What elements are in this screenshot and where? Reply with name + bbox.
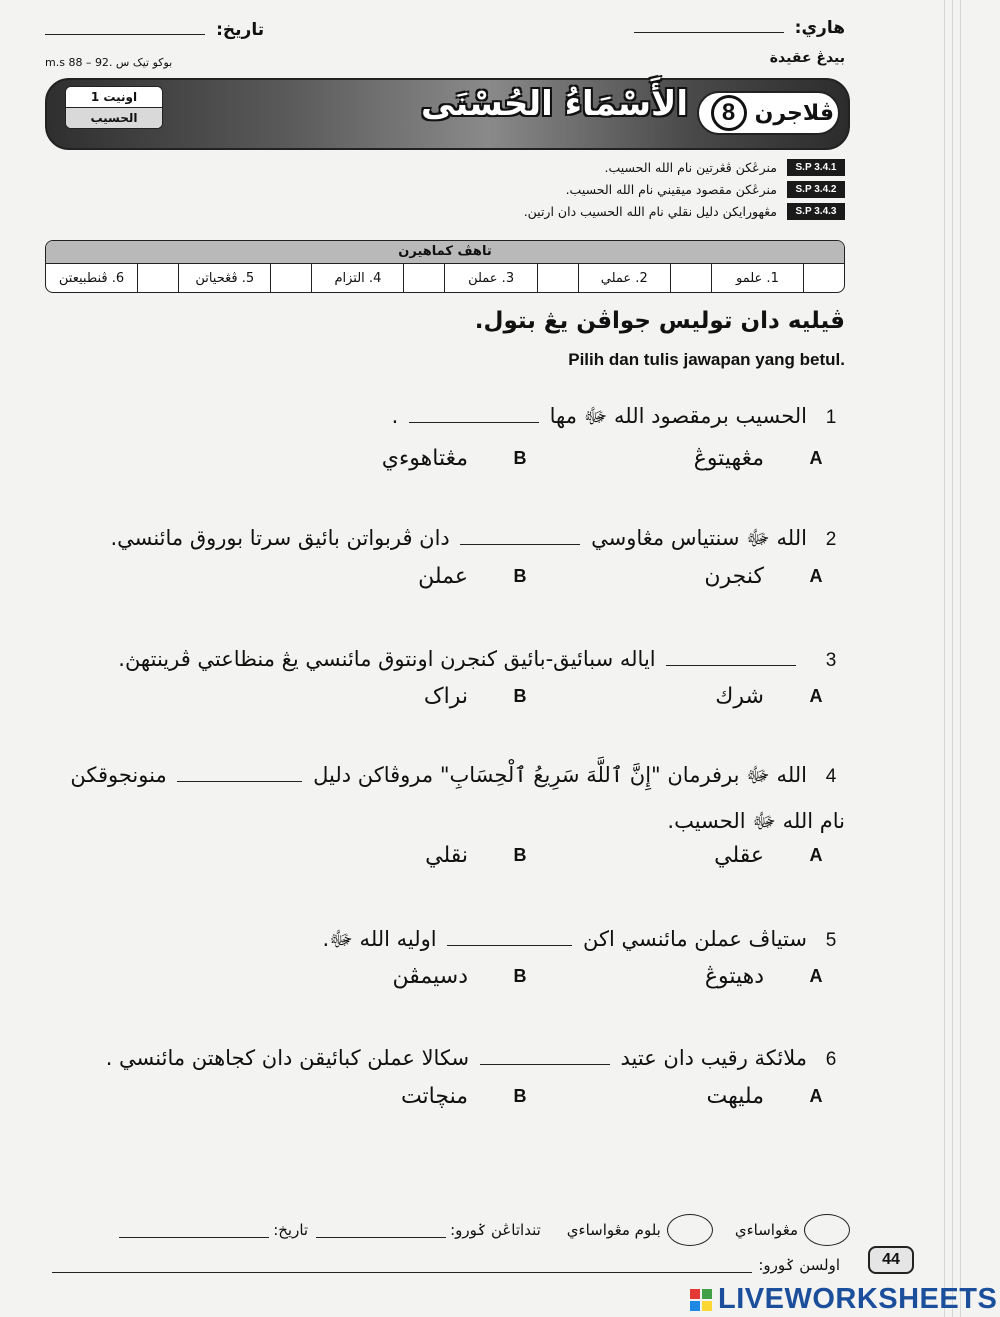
option-text: منچاتت [400,1084,468,1109]
question-text: اوليه الله ﷻ. [322,927,437,951]
question-4 [50,753,845,843]
mastered-circle[interactable] [804,1214,850,1246]
standard-code: S.P 3.4.2 [787,181,845,198]
option-text: شرك [715,684,764,709]
question-number: 4 [825,766,837,787]
skill-label: 2. عملي [578,264,670,293]
question-number: 1 [825,407,837,428]
not-mastered-circle[interactable] [667,1214,713,1246]
skill-label: 3. عملن [444,264,536,293]
option-text: مليهت [706,1084,764,1109]
learning-standards [345,157,845,223]
mastered-label: مڠواساءي [734,1221,798,1239]
instruction-jawi: ڤيليه دان توليس جواڤن يڠ بتول. [474,308,845,334]
option-letter: A [809,1086,823,1106]
page-number: 44 [868,1246,914,1274]
option-text: مڠهيتوڠ [693,446,764,471]
option-a [694,446,828,471]
option-text: نراک [423,684,468,709]
standard-text: منرڠكن مقصود ميقيني نام الله الحسيب. [565,182,777,197]
standard-text: منرڠكن ڤڠرتين نام الله الحسيب. [604,160,777,175]
skill-checkbox[interactable] [670,264,711,293]
option-letter: B [513,966,527,986]
unit-label: اونيت 1 [66,87,162,107]
date-input-line[interactable] [45,20,205,35]
lesson-number: 8 [711,95,747,131]
skill-checkbox[interactable] [270,264,311,293]
question-text: دان ڤربواتن بائيق سرتا بوروق مائنسي. [110,526,450,550]
option-letter: A [809,966,823,986]
footer-date-line[interactable] [119,1223,269,1238]
option-text: عملن [418,564,468,589]
option-b [425,843,532,868]
option-text: دهيتوڠ [704,964,764,989]
skill-checkbox[interactable] [403,264,444,293]
unit-box [65,86,163,129]
standard-code: S.P 3.4.3 [787,203,845,220]
option-text: دسيمڤن [392,964,468,989]
option-b [393,964,532,989]
brand-icon [690,1289,712,1311]
question-text: الله ﷻ برفرمان "إِنَّ ٱللَّهَ سَرِيعُ ٱلْحِسَابِ" مروڤاكن دليل [313,763,807,787]
skills-title: تاهڤ كماهيرن [46,241,844,264]
lesson-title: الأَسْمَاءُ الحُسْنَى [421,84,688,124]
question-3 [50,637,845,683]
page-edge [944,0,945,1317]
question-text: ستياڤ عملن مائنسي اكن [583,927,807,951]
skill-checkbox[interactable] [137,264,178,293]
standard-text: مڠهورايكن دليل نقلي نام الله الحسيب دان ارتين. [523,204,777,219]
date-label: تاريخ: [216,20,265,40]
option-text: عقلي [714,843,764,868]
instruction-rumi: Pilih dan tulis jawapan yang betul. [568,350,845,369]
option-letter: B [513,686,527,706]
question-text: سكالا عملن كبائيقن دان كجاهتن مائنسي . [105,1046,470,1070]
skill-label: 4. التزام [311,264,403,293]
option-letter: A [809,686,823,706]
footer-date-label: تاريخ: [273,1221,309,1239]
question-text: منونجوقكن نام الله ﷻ الحسيب. [70,763,845,833]
option-letter: B [513,845,527,865]
option-letter: A [809,845,823,865]
lesson-banner [45,78,850,150]
teacher-signature-label: تنداتاڠن ݢورو: [450,1221,541,1239]
question-1 [50,394,845,440]
option-a [707,1084,828,1109]
skills-table [45,240,845,293]
page-edge [960,0,961,1317]
answer-blank[interactable] [480,1048,610,1065]
question-text: . [391,404,399,428]
question-text: الحسيب برمقصود الله ﷻ مها [549,404,807,428]
date-field [45,20,264,40]
question-text: اياله سبائيق-بائيق كنجرن اونتوق مائنسي يڠ منظاعتي ڤرينتهڽ. [118,647,656,671]
option-text: مڠتاهوءي [381,446,468,471]
standard-row [345,157,845,178]
option-b [418,564,532,589]
answer-blank[interactable] [447,929,572,946]
skill-checkbox[interactable] [803,264,844,293]
question-2 [50,516,845,562]
skills-row [46,264,844,293]
unit-topic: الحسيب [66,107,162,128]
question-number: 3 [825,650,837,671]
question-text: الله ﷻ سنتياس مڠاوسي [591,526,807,550]
option-b [424,684,532,709]
lesson-label: ڤلاجرن [754,100,834,126]
option-letter: B [513,1086,527,1106]
teacher-signature-line[interactable] [316,1223,446,1238]
book-reference: بوكو تيک س .92 – m.s 88 [45,56,173,69]
teacher-comment-row [52,1256,840,1274]
day-input-line[interactable] [634,18,784,33]
day-label: هاري: [794,18,845,38]
teacher-comment-label: اولسن ݢورو: [758,1256,840,1274]
question-5 [50,917,845,963]
page-edge [952,0,953,1317]
option-a [704,564,828,589]
option-b [401,1084,532,1109]
answer-blank[interactable] [409,406,539,423]
question-6 [50,1036,845,1082]
subject-field: بيدڠ عقيدة [769,50,845,66]
option-letter: B [513,448,527,468]
not-mastered-label: بلوم مڠواساءي [566,1221,661,1239]
option-text: كنجرن [704,564,764,589]
standard-code: S.P 3.4.1 [787,159,845,176]
standard-row [345,201,845,222]
question-number: 2 [825,529,837,550]
teacher-comment-line[interactable] [52,1258,752,1273]
brand-logo [690,1283,997,1316]
skill-checkbox[interactable] [537,264,578,293]
option-text: نقلي [425,843,468,868]
answer-blank[interactable] [460,528,580,545]
option-letter: A [809,566,823,586]
option-letter: A [809,448,823,468]
lesson-pill [697,91,840,135]
answer-blank[interactable] [666,649,796,666]
question-text: ملائكة رقيب دان عتيد [620,1046,807,1070]
day-field [634,18,845,38]
standard-row [345,179,845,200]
option-a [705,964,828,989]
skill-label: 1. علمو [711,264,803,293]
skill-label: 5. ڤڠحياتن [178,264,270,293]
question-number: 6 [825,1049,837,1070]
question-number: 5 [825,930,837,951]
option-a [715,684,828,709]
option-a [714,843,828,868]
option-b [382,446,532,471]
brand-name: LIVEWORKSHEETS [718,1283,998,1315]
answer-blank[interactable] [177,765,302,782]
skill-label: 6. ڤنطبيعتن [58,271,125,286]
mastery-row [119,1214,850,1246]
option-letter: B [513,566,527,586]
